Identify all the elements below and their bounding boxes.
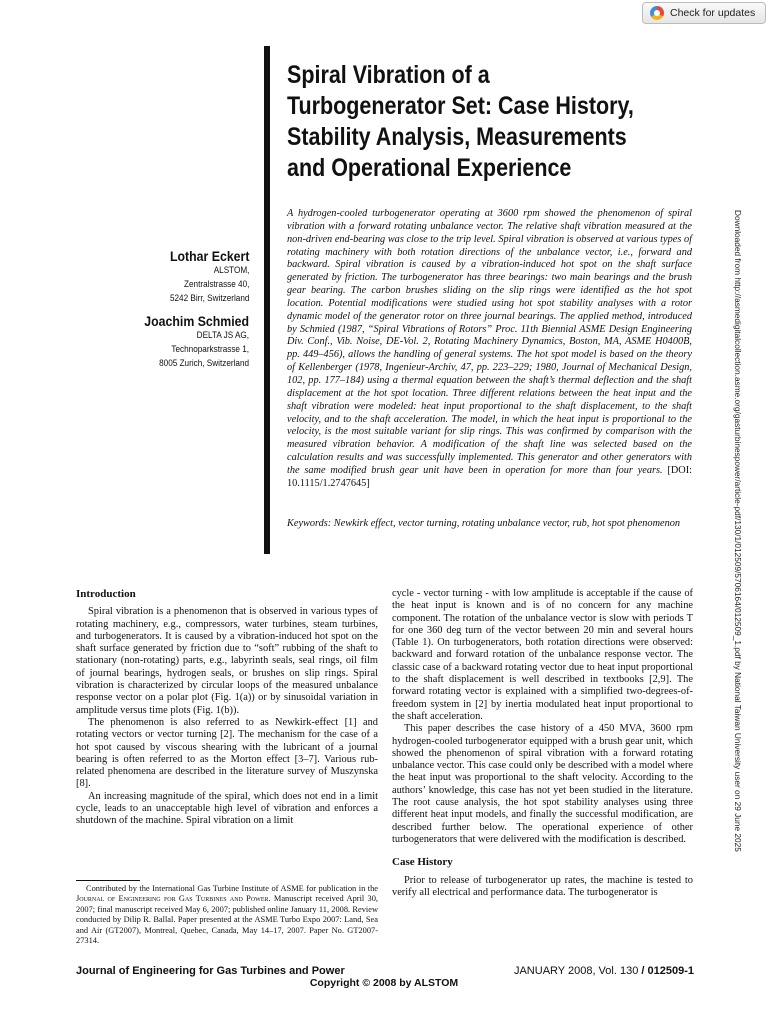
check-for-updates-icon bbox=[650, 6, 664, 20]
footer-issue-text: JANUARY 2008, Vol. 130 bbox=[513, 965, 639, 977]
keywords: Keywords: Newkirk effect, vector turning, rotating unbalance vector, rub, hot spot phenomenon bbox=[287, 518, 681, 529]
paragraph: This paper describes the case history of a 450 MVA, 3600 rpm hydrogen-cooled turbogenerator equipped with a brush gear unit, which showed the phenomenon of spiral vibration with a forward rotating unbalance vector. This case could only be described with a model where the heat input was proportional to the shaft velocity. According to the authors’ knowledge, this case has not yet been studied in the literature. The root cause analysis, the hot spot stability analyses using three different heat input models, and finally the successful modification, are described further below. The operational experience of other turbogenerators that were delivered with the modification is described. bbox=[392, 723, 693, 845]
author-affiliation: 5242 Birr, Switzerland bbox=[169, 293, 249, 304]
author-affiliation: DELTA JS AG, bbox=[196, 330, 249, 341]
paragraph: The phenomenon is also referred to as Newkirk-effect [1] and rotating vectors or vector turning [2]. The mechanism for the case of a hot spot caused by viscous shearing with the lubricant of a journal bearing is often referred to as the Morton effect [3–7]. Various rub-related phenomena are described in the literature survey of Muszynska [8]. bbox=[76, 716, 378, 790]
footer-slash: / bbox=[641, 965, 645, 977]
footnote-journal: Journal of Engineering for Gas Turbines and Power bbox=[76, 894, 269, 904]
download-notice-text: Downloaded from http://asmedigitalcollection.asme.org/gasturbinespower/article-pdf/130/1/012509/5706164/012509_1.pdf by National Taiwan University user on 29 June 2025 bbox=[733, 210, 743, 852]
download-notice bbox=[731, 210, 743, 852]
right-column bbox=[392, 588, 693, 899]
left-column bbox=[76, 588, 378, 828]
check-for-updates-label: Check for updates bbox=[670, 7, 756, 19]
footer-page-number: 012509-1 bbox=[647, 965, 694, 977]
footnote-text: Contributed by the International Gas Turbine Institute of ASME for publication in the bbox=[86, 884, 378, 893]
paragraph: An increasing magnitude of the spiral, which does not end in a limit cycle, leads to an unacceptable high level of vibration and enforces a shutdown of the machine. Spiral vibration on a limit bbox=[76, 790, 378, 827]
author-name: Lothar Eckert bbox=[169, 248, 249, 264]
abstract bbox=[287, 208, 692, 491]
footnote bbox=[76, 884, 378, 946]
footnote-rule bbox=[76, 880, 140, 881]
footer-copyright: Copyright © 2008 by ALSTOM bbox=[309, 977, 459, 989]
section-heading-introduction: Introduction bbox=[76, 588, 136, 600]
paragraph: cycle - vector turning - with low amplitude is acceptable if the cause of the heat input is known and is of no concern for any machine component. The rotation of the unbalance vector is slow with periods T for one 360 deg turn of the vector between 20 min and several hours (Table 1). On turbogenerators, both rotation directions were observed: backward and forward rotation of the unbalance response vector. The classic case of a backward rotating vector due to heat input proportional to the shaft displacement is well described in textbooks [2,9]. The forward rotating vector is explained with a simplified two-degrees-of-freedom system in [2] by inertia modulated heat input proportional to the shaft acceleration. bbox=[392, 588, 693, 722]
check-for-updates-button[interactable] bbox=[642, 2, 766, 24]
author-affiliation: 8005 Zurich, Switzerland bbox=[159, 358, 249, 369]
paper-title: Spiral Vibration of a Turbogenerator Set: Case History, Stability Analysis, Measurements and Operational Experience bbox=[287, 61, 634, 182]
paragraph: Spiral vibration is a phenomenon that is observed in various types of rotating machinery, e.g., compressors, water turbines, steam turbines, and turbogenerators. It is caused by a vibration-induced hot spot on the shaft surface generated by friction due to “soft” rubbing of the shaft to stationary (non-rotating) parts, e.g., labyrinth seals, seal rings, oil film of journal bearings, hydrogen seals, or brushes on slip rings. Spiral vibration is characterized by circular loops of the measured unbalance response vector on a polar plot (Fig. 1(a)) or by sinusoidal variation in amplitude versus time plots (Fig. 1(b)). bbox=[76, 606, 378, 716]
section-heading-case-history: Case History bbox=[392, 856, 453, 869]
footnote-text: . Manuscript received April 30, 2007; final manuscript received May 6, 2007; published online January 11, 2008. Review conducted by Dilip R. Ballal. Paper presented at the ASME Turbo Expo 2007: Land, Sea and Air (GT2007), Montreal, Quebec, Canada, May 14–17, 2007. Paper No. GT2007-27314. bbox=[76, 894, 378, 946]
footer-issue bbox=[514, 965, 694, 977]
abstract-text: A hydrogen-cooled turbogenerator operating at 3600 rpm showed the phenomenon of spiral vibration with a forward rotating unbalance vector. The relative shaft vibration measured at the non-driven end-bearing was close to the trip level. Spiral vibration is observed at various types of rotating machinery with both rotation directions of the unbalance vector, i.e., forward and backward. Spiral vibration is caused by a vibration-induced hot spot on the shaft surface generated by friction. The turbogenerator has three bearings: two main bearings and the brush gear bearing. The carbon brushes sliding on the slip rings were identified as the hot spot location. Potential modifications were studied using hot spot stability analyses with a rotor dynamic model of the generator rotor on three journal bearings. The applied method, introduced by Schmied (1987, “Spiral Vibrations of Rotors” Proc. 11th Biennial ASME Design Engineering Div. Conf., Vib. Noise, DE-Vol. 2, Rotating Machinery Dynamics, Boston, MA, ASME H0400B, pp. 449–456), allows the handling of general systems. The hot spot model is based on the theory of Kellenberger (1978, Ingenieur-Archiv, 47, pp. 223–229; 1980, Journal of Mechanical Design, 102, pp. 177–184) using a thermal equation between the shaft’s thermal deflection and the shaft displacement at the hot spot location. Three different relations between the heat input and the shaft vibration were modeled: heat input proportional to the shaft displacement, to the shaft velocity, and to the shaft acceleration. The model, in which the heat input is proportional to the velocity, is the most suitable variant for slip rings. This was confirmed by comparison with the measured vibration behavior. A modification of the shaft line was selected based on the calculation results and was successfully implemented. This generator and other generators with the same modified brush gear unit have been in operation for more than four years. bbox=[287, 208, 692, 476]
footer-journal: Journal of Engineering for Gas Turbines and Power bbox=[76, 965, 345, 977]
author-name: Joachim Schmied bbox=[144, 313, 249, 329]
author-affiliation: ALSTOM, bbox=[213, 265, 249, 276]
author-block-1 bbox=[157, 248, 249, 306]
doi-link[interactable]: [DOI: 10.1115/1.2747645] bbox=[287, 464, 692, 489]
author-affiliation: Zentralstrasse 40, bbox=[183, 279, 249, 290]
paragraph: Prior to release of turbogenerator up rates, the machine is tested to verify all electrical and performance data. The turbogenerator is bbox=[392, 874, 693, 898]
title-rule bbox=[264, 46, 270, 554]
author-block-2 bbox=[130, 313, 249, 371]
author-affiliation: Technoparkstrasse 1, bbox=[171, 344, 249, 355]
